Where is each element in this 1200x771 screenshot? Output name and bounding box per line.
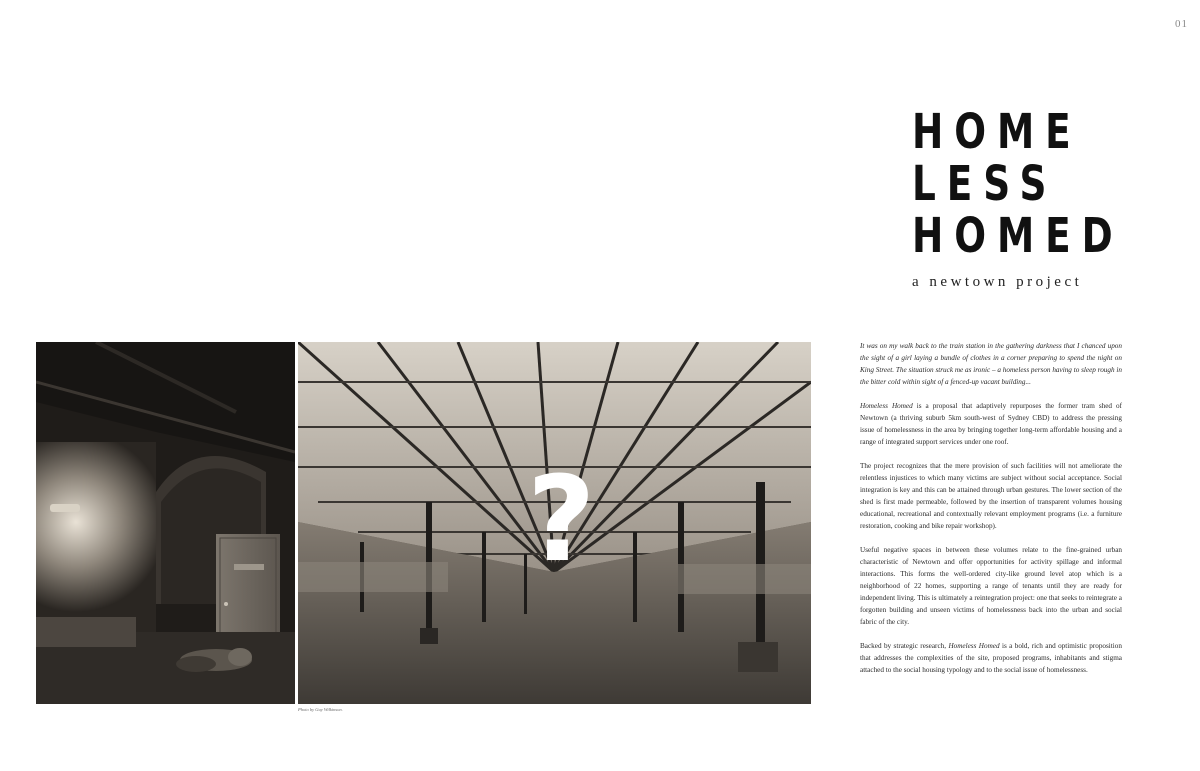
- project-name-2: Homeless Homed: [948, 642, 1000, 650]
- paragraph-1-text: is a proposal that adaptively repurposes the former tram shed of Newtown (a thriving suburb 5km south-west of Sydney CBD) to address the pressing issue of homelessness in the area by bringing together long-term affordable housing and a range of integrated support services under one roof.: [860, 402, 1122, 446]
- tram-shed-photo: [298, 342, 811, 704]
- intro-paragraph: It was on my walk back to the train station in the gathering darkness that I chanced upon the sight of a girl laying a bundle of clothes in a corner preparing to spend the night on King Street. The situation struck me as ironic – a homeless person having to sleep rough in the bitter cold within sight of a fenced-up vacant building...: [860, 342, 1122, 386]
- title-line-2: LESS: [912, 156, 1058, 212]
- title-line-1: HOME: [912, 104, 1082, 160]
- project-name: Homeless Homed: [860, 402, 913, 410]
- question-mark-overlay: ?: [527, 450, 596, 588]
- paragraph-4-text: is a bold, rich and optimistic proposition that addresses the complexities of the site, proposed programs, inhabitants and stigma attached to the social housing typology and to the social issue of homelessness.: [860, 642, 1122, 674]
- paragraph-1: [860, 400, 1122, 448]
- title-line-3: HOMED: [912, 208, 1124, 264]
- paragraph-4-lead: Backed by strategic research,: [860, 642, 949, 650]
- photo-credit: Photo by Guy Wilkinson.: [298, 707, 343, 712]
- doorway-photo: [36, 342, 295, 704]
- subtitle: a newtown project: [912, 274, 1083, 290]
- paragraph-4: [860, 640, 1122, 676]
- paragraph-2: The project recognizes that the mere provision of such facilities will not ameliorate the relentless injustices to which many victims are subject without social acceptance. Social integration is key and this can be attained through urban gestures. The lower section of the shed is first made permeable, followed by the insertion of transparent volumes housing educational, recreational and contextually relevant employment programs (i.e. a furniture restoration, cooking and bike repair workshop).: [860, 462, 1122, 530]
- paragraph-3: Useful negative spaces in between these volumes relate to the fine-grained urban characteristic of Newtown and offer opportunities for activity spillage and informal interactions. This forms the well-ordered city-like ground level atop which is a neighborhood of 22 homes, supporting a range of tenants until they are ready for independent living. This is ultimately a reintegration project: one that seeks to reintegrate a forgotten building and unseen victims of homelessness back into the urban and social fabric of the city.: [860, 546, 1122, 626]
- body-text: [860, 340, 1122, 688]
- page-number: 01: [1175, 18, 1188, 30]
- title-block: [912, 104, 1124, 291]
